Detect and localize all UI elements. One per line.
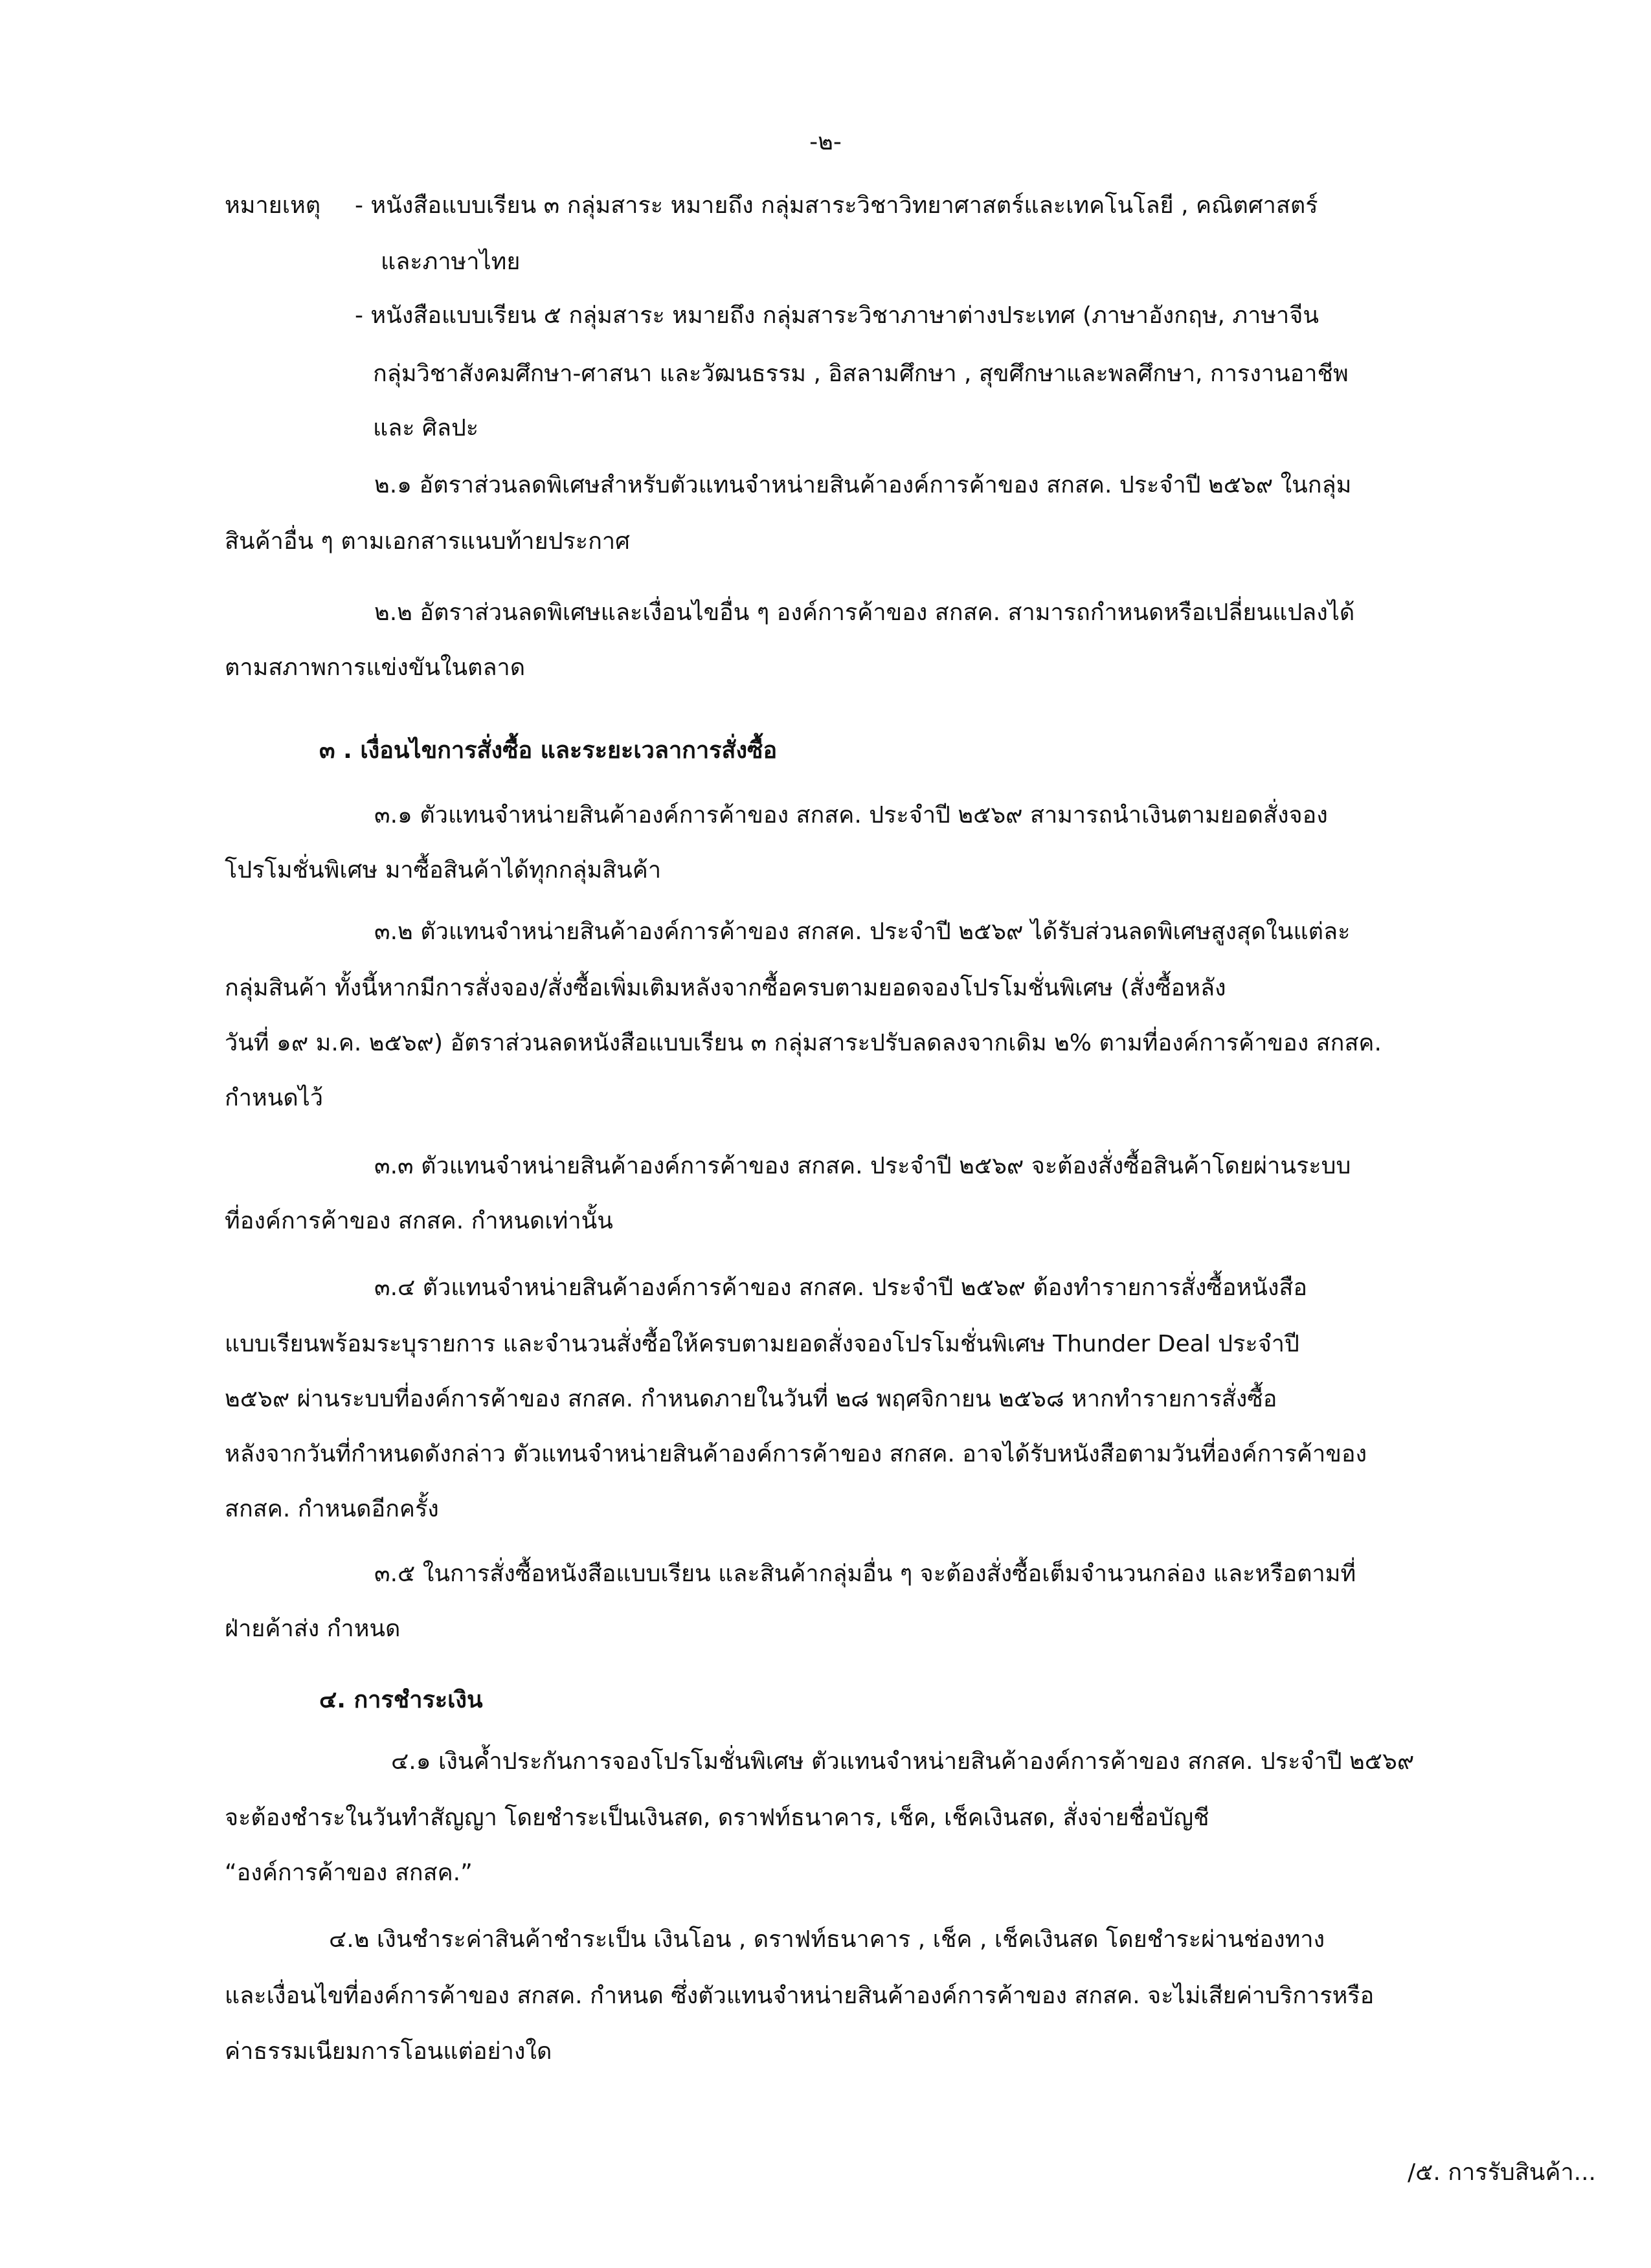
para-4-2-line1: ๔.๒ เงินชำระค่าสินค้าชำระเป็น เงินโอน , ดราฟท์ธนาคาร , เช็ค , เช็คเงินสด โดยชำระผ่านช่องทาง xyxy=(329,1926,1325,1953)
para-3-2-line1: ๓.๒ ตัวแทนจำหน่ายสินค้าองค์การค้าของ สกสค. ประจำปี ๒๕๖๙ ได้รับส่วนลดพิเศษสูงสุดในแต่ละ xyxy=(374,918,1351,945)
para-3-4-line3: ๒๕๖๙ ผ่านระบบที่องค์การค้าของ สกสค. กำหนดภายในวันที่ ๒๘ พฤศจิกายน ๒๕๖๘ หากทำรายการสั่งซื้อ xyxy=(225,1386,1277,1412)
para-2-1-line2: สินค้าอื่น ๆ ตามเอกสารแนบท้ายประกาศ xyxy=(225,528,630,555)
notes-item2-line3: และ ศิลปะ xyxy=(373,415,479,441)
para-4-2-line2: และเงื่อนไขที่องค์การค้าของ สกสค. กำหนด ซึ่งตัวแทนจำหน่ายสินค้าองค์การค้าของ สกสค. จะไม่เสียค่าบริการหรือ xyxy=(225,1983,1375,2009)
para-3-2-line2: กลุ่มสินค้า ทั้งนี้หากมีการสั่งจอง/สั่งซื้อเพิ่มเติมหลังจากซื้อครบตามยอดจองโปรโมชั่นพิเศษ (สั่งซื้อหลัง xyxy=(225,975,1226,1001)
notes-item2-line1: - หนังสือแบบเรียน ๕ กลุ่มสาระ หมายถึง กลุ่มสาระวิชาภาษาต่างประเทศ (ภาษาอังกฤษ, ภาษาจีน xyxy=(355,302,1319,329)
para-3-3-line2: ที่องค์การค้าของ สกสค. กำหนดเท่านั้น xyxy=(225,1208,613,1234)
para-3-2-line4: กำหนดไว้ xyxy=(225,1085,324,1111)
page-number: -๒- xyxy=(809,129,842,155)
para-4-1-line3: “องค์การค้าของ สกสค.” xyxy=(225,1860,473,1886)
para-4-2-line3: ค่าธรรมเนียมการโอนแต่อย่างใด xyxy=(225,2038,552,2065)
notes-item1-line1: - หนังสือแบบเรียน ๓ กลุ่มสาระ หมายถึง กลุ่มสาระวิชาวิทยาศาสตร์และเทคโนโลยี , คณิตศาสตร์ xyxy=(355,192,1318,219)
para-3-5-line2: ฝ่ายค้าส่ง กำหนด xyxy=(225,1616,401,1642)
para-3-4-line4: หลังจากวันที่กำหนดดังกล่าว ตัวแทนจำหน่ายสินค้าองค์การค้าของ สกสค. อาจได้รับหนังสือตามวันที่องค์การค้าของ xyxy=(225,1441,1367,1467)
para-3-5-line1: ๓.๕ ในการสั่งซื้อหนังสือแบบเรียน และสินค้ากลุ่มอื่น ๆ จะต้องสั่งซื้อเต็มจำนวนกล่อง และหรือตามที่ xyxy=(374,1561,1356,1587)
para-3-4-line1: ๓.๔ ตัวแทนจำหน่ายสินค้าองค์การค้าของ สกสค. ประจำปี ๒๕๖๙ ต้องทำรายการสั่งซื้อหนังสือ xyxy=(374,1274,1308,1301)
section-4-heading: ๔. การชำระเงิน xyxy=(319,1687,483,1713)
para-3-3-line1: ๓.๓ ตัวแทนจำหน่ายสินค้าองค์การค้าของ สกสค. ประจำปี ๒๕๖๙ จะต้องสั่งซื้อสินค้าโดยผ่านระบบ xyxy=(374,1153,1351,1179)
para-3-1-line1: ๓.๑ ตัวแทนจำหน่ายสินค้าองค์การค้าของ สกสค. ประจำปี ๒๕๖๙ สามารถนำเงินตามยอดสั่งจอง xyxy=(374,802,1328,828)
notes-label: หมายเหตุ xyxy=(225,192,321,219)
notes-item2-line2: กลุ่มวิชาสังคมศึกษา-ศาสนา และวัฒนธรรม , อิสลามศึกษา , สุขศึกษาและพลศึกษา, การงานอาชีพ xyxy=(373,361,1349,387)
para-2-2-line1: ๒.๒ อัตราส่วนลดพิเศษและเงื่อนไขอื่น ๆ องค์การค้าของ สกสค. สามารถกำหนดหรือเปลี่ยนแปลงได้ xyxy=(374,599,1355,626)
continuation-note: /๕. การรับสินค้า... xyxy=(1407,2159,1596,2186)
para-3-4-line5: สกสค. กำหนดอีกครั้ง xyxy=(225,1496,439,1522)
para-4-1-line1: ๔.๑ เงินค้ำประกันการจองโปรโมชั่นพิเศษ ตัวแทนจำหน่ายสินค้าองค์การค้าของ สกสค. ประจำปี ๒๕๖๙ xyxy=(391,1748,1415,1775)
para-3-2-line3: วันที่ ๑๙ ม.ค. ๒๕๖๙) อัตราส่วนลดหนังสือแบบเรียน ๓ กลุ่มสาระปรับลดลงจากเดิม ๒% ตามที่องค์การค้าของ สกสค. xyxy=(225,1030,1382,1056)
notes-item1-line2: และภาษาไทย xyxy=(381,249,521,275)
para-3-1-line2: โปรโมชั่นพิเศษ มาซื้อสินค้าได้ทุกกลุ่มสินค้า xyxy=(225,857,662,884)
para-2-1-line1: ๒.๑ อัตราส่วนลดพิเศษสำหรับตัวแทนจำหน่ายสินค้าองค์การค้าของ สกสค. ประจำปี ๒๕๖๙ ในกลุ่ม xyxy=(374,472,1352,498)
para-3-4-line2: แบบเรียนพร้อมระบุรายการ และจำนวนสั่งซื้อให้ครบตามยอดสั่งจองโปรโมชั่นพิเศษ Thunder Deal ประจำปี xyxy=(225,1331,1299,1357)
para-2-2-line2: ตามสภาพการแข่งขันในตลาด xyxy=(225,654,526,681)
para-4-1-line2: จะต้องชำระในวันทำสัญญา โดยชำระเป็นเงินสด, ดราฟท์ธนาคาร, เช็ค, เช็คเงินสด, สั่งจ่ายชื่อบัญชี xyxy=(225,1805,1209,1831)
section-3-heading: ๓ . เงื่อนไขการสั่งซื้อ และระยะเวลาการสั่งซื้อ xyxy=(319,737,778,764)
